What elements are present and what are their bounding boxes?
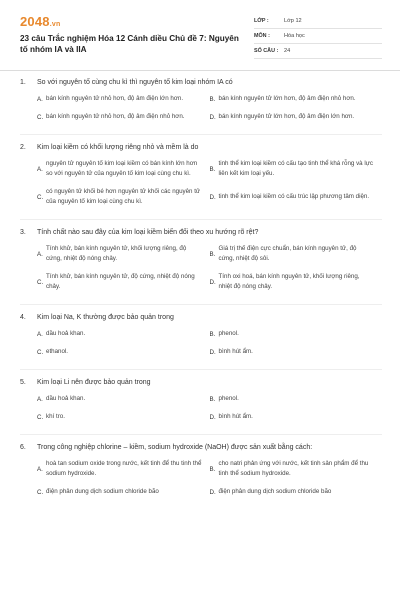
option-letter: D. [209, 193, 216, 201]
option-letter: B. [209, 165, 216, 173]
option-letter: C. [37, 278, 44, 286]
option-text: bán kính nguyên tử nhỏ hơn, độ âm điện lớn hơn. [46, 95, 184, 102]
option-text: phenol. [218, 395, 239, 402]
options [20, 159, 382, 215]
option-c[interactable] [37, 487, 210, 497]
option-text: dầu hoả khan. [46, 395, 86, 402]
options [20, 459, 382, 505]
option-c[interactable] [37, 412, 210, 422]
question-5 [20, 378, 382, 435]
question-number: 3. [20, 229, 26, 236]
option-text: phenol. [218, 330, 239, 337]
options [20, 244, 382, 300]
option-b[interactable] [210, 329, 383, 339]
question-number: 6. [20, 444, 26, 451]
option-letter: B. [209, 465, 216, 473]
option-text: bán kính nguyên tử lớn hơn, độ âm điện lớn hơn. [218, 113, 355, 120]
question-divider [20, 219, 382, 220]
option-text: điện phân dung dịch sodium chloride bão [46, 488, 159, 495]
option-letter: A. [37, 395, 43, 403]
option-letter: C. [37, 348, 44, 356]
logo-main: 2048 [20, 14, 50, 29]
option-text: Tính khử, bán kính nguyên tử, khối lượng riêng, độ cứng, nhiệt độ nóng chảy. [46, 245, 187, 262]
option-text: Giá trị thế điện cực chuẩn, bán kính nguyên tử, độ cứng, nhiệt độ sôi. [218, 245, 357, 262]
meta-value: Lớp 12 [284, 18, 302, 24]
option-d[interactable] [210, 272, 383, 292]
option-text: bán kính nguyên tử lớn hơn, độ âm điện nhỏ hơn. [218, 95, 356, 102]
option-b[interactable] [210, 94, 383, 104]
question-stem [20, 143, 382, 153]
option-a[interactable] [37, 94, 210, 104]
option-letter: A. [37, 250, 43, 258]
option-letter: B. [209, 330, 216, 338]
question-text: Trong công nghiệp chlorine – kiềm, sodium hydroxide (NaOH) được sản xuất bằng cách: [37, 444, 313, 451]
meta-label: MÔN : [254, 33, 270, 39]
option-text: điện phân dung dịch sodium chloride bão [218, 488, 332, 495]
question-number: 4. [20, 314, 26, 321]
question-stem [20, 313, 382, 323]
option-a[interactable] [37, 244, 210, 264]
header [20, 14, 382, 62]
option-text: tinh thể kim loại kiềm có cấu trúc lập phương tâm diện. [218, 193, 370, 200]
question-text: So với nguyên tố cùng chu kì thì nguyên tố kim loại nhóm IA có [37, 79, 233, 86]
option-letter: D. [209, 113, 216, 121]
question-2 [20, 143, 382, 220]
header-divider [0, 70, 400, 71]
option-letter: D. [209, 348, 216, 356]
option-b[interactable] [210, 394, 383, 404]
option-letter: D. [209, 488, 216, 496]
option-c[interactable] [37, 272, 210, 292]
option-letter: B. [209, 95, 216, 103]
option-text: khí tro. [46, 413, 65, 420]
option-text: ethanol. [46, 348, 69, 355]
option-d[interactable] [210, 412, 383, 422]
question-stem [20, 443, 382, 453]
option-d[interactable] [210, 112, 383, 122]
question-3 [20, 228, 382, 305]
option-b[interactable] [210, 459, 383, 479]
question-1 [20, 78, 382, 135]
question-number: 5. [20, 379, 26, 386]
question-6 [20, 443, 382, 505]
meta-row-count [254, 44, 382, 59]
option-a[interactable] [37, 159, 210, 179]
option-c[interactable] [37, 187, 210, 207]
option-letter: A. [37, 95, 43, 103]
question-divider [20, 434, 382, 435]
meta-label: SỐ CÂU : [254, 48, 279, 54]
document-title: 23 câu Trắc nghiệm Hóa 12 Cánh diều Chủ đề 7: Nguyên tố nhóm IA và IIA [20, 34, 239, 54]
option-letter: A. [37, 165, 43, 173]
question-text: Kim loại Li nên được bảo quản trong [37, 379, 151, 386]
logo-suffix: .vn [49, 21, 61, 28]
meta-value: Hóa học [284, 33, 305, 39]
option-text: có nguyên tử khối bé hơn nguyên tử khối các nguyên tử của nguyên tố kim loại cùng chu kì. [46, 188, 201, 205]
option-text: dầu hoả khan. [46, 330, 86, 337]
option-letter: A. [37, 330, 43, 338]
option-c[interactable] [37, 347, 210, 357]
question-stem [20, 78, 382, 88]
option-text: nguyên tử nguyên tố kim loại kiềm có bán kính lớn hơn so với nguyên tử của nguyên tố kim loại cùng chu kì. [46, 160, 198, 177]
question-list [20, 78, 382, 512]
option-letter: C. [37, 113, 44, 121]
question-divider [20, 304, 382, 305]
options [20, 329, 382, 365]
option-a[interactable] [37, 459, 210, 479]
meta-table [254, 14, 382, 59]
question-divider [20, 134, 382, 135]
meta-label: LỚP : [254, 18, 269, 24]
option-b[interactable] [210, 159, 383, 179]
option-text: cho natri phản ứng với nước, kết tinh sản phẩm để thu tinh thể sodium hydroxide. [218, 460, 369, 477]
site-logo[interactable] [20, 14, 60, 29]
options [20, 94, 382, 130]
question-text: Tính chất nào sau đây của kim loại kiềm biến đổi theo xu hướng rõ rệt? [37, 229, 259, 236]
question-number: 2. [20, 144, 26, 151]
option-text: hoà tan sodium oxide trong nước, kết tinh để thu tinh thể sodium hydroxide. [46, 460, 202, 477]
option-letter: B. [209, 395, 216, 403]
option-letter: D. [209, 278, 216, 286]
question-4 [20, 313, 382, 370]
question-text: Kim loại kiềm có khối lượng riêng nhỏ và mềm là do [37, 144, 199, 151]
option-letter: C. [37, 193, 44, 201]
question-number: 1. [20, 79, 26, 86]
option-letter: A. [37, 465, 43, 473]
question-text: Kim loại Na, K thường được bảo quản trong [37, 314, 174, 321]
option-letter: C. [37, 488, 44, 496]
option-c[interactable] [37, 112, 210, 122]
option-a[interactable] [37, 394, 210, 404]
question-stem [20, 378, 382, 388]
option-text: bình hút ẩm. [218, 348, 253, 355]
options [20, 394, 382, 430]
option-d[interactable] [210, 347, 383, 357]
option-d[interactable] [210, 187, 383, 207]
option-text: bán kính nguyên tử nhỏ hơn, độ âm điện nhỏ hơn. [46, 113, 185, 120]
option-text: Tính oxi hoá, bán kính nguyên tử, khối lượng riêng, nhiệt độ nóng chảy. [218, 273, 360, 290]
question-divider [20, 369, 382, 370]
option-b[interactable] [210, 244, 383, 264]
option-letter: C. [37, 413, 44, 421]
option-letter: D. [209, 413, 216, 421]
option-text: tinh thể kim loại kiềm có cấu tạo tinh thể khá rỗng và lực liên kết kim loại yếu. [218, 160, 373, 177]
question-stem [20, 228, 382, 238]
meta-row-subject [254, 29, 382, 44]
option-a[interactable] [37, 329, 210, 339]
meta-value: 24 [284, 48, 291, 54]
option-text: bình hút ẩm. [218, 413, 253, 420]
option-text: Tính khử, bán kính nguyên tử, độ cứng, nhiệt độ nóng chảy. [46, 273, 195, 290]
meta-row-grade [254, 14, 382, 29]
option-d[interactable] [210, 487, 383, 497]
option-letter: B. [209, 250, 216, 258]
